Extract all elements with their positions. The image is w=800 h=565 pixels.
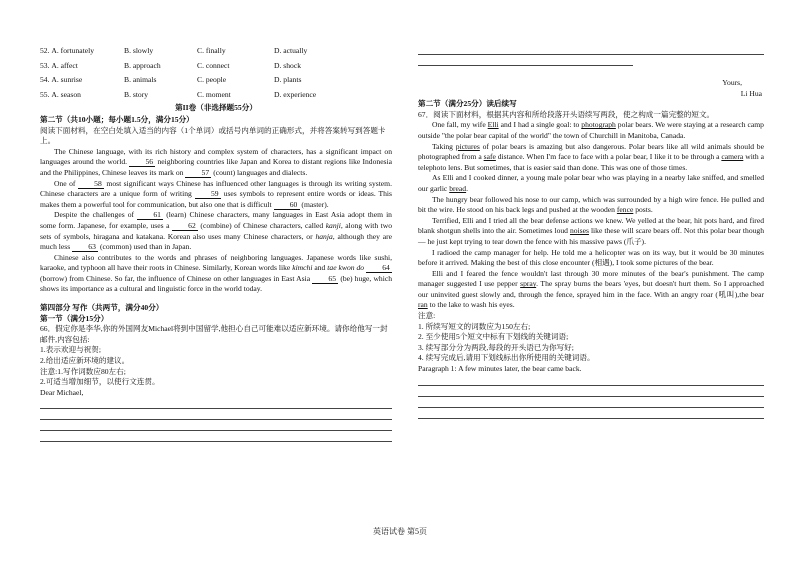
q66-note-2: 2.可适当增加细节，以使行文连贯。 [40, 377, 160, 387]
part4-heading: 第四部分 写作（共两节，满分40分） [40, 303, 164, 313]
q66-salutation: Dear Michael, [40, 387, 84, 397]
keyword: Elli [487, 120, 499, 130]
story-paragraph-7: Elli and I feared the fence wouldn't last through 30 more minutes of the bear's punishment. The camp manager suggested I use pepper spray. The spray burns the bears 'eyes, but doesn't hurt them. So I approached our uninvited guest slowly and, through the fence, sprayed him in the face. With an angry roar (吼叫),the bear ran to the lake to wash his eyes. [418, 268, 764, 310]
writing-line[interactable] [40, 431, 392, 442]
passage-paragraph-2: One of 58 most significant ways Chinese has influenced other languages is through its writing system. Chinese characters are a unique form of writing 59 uses symbols to represent entire words or ideas. This makes them a powerful tool for communication, but also one that is difficult 60 (master). [40, 178, 392, 209]
blank-64: 64 [366, 263, 392, 273]
option-b: B. animals [124, 75, 157, 85]
writing-line[interactable] [40, 398, 392, 409]
notes-title: 注意: [418, 311, 436, 321]
blank-60: 60 [274, 200, 300, 210]
signoff-name: Li Hua [740, 88, 762, 98]
passage-paragraph-3: Despite the challenges of 61 (learn) Chinese characters, many languages in East Asia adopt them in some form. Japanese, for example, uses a 62 (combine) of Chinese characters, called kanji, along with two sets of symbols, hiragana and katakana. Korean also uses many Chinese characters, or hanja, although they are much less 63 (common) used than in Japan. [40, 210, 393, 252]
question-number: 55. [40, 89, 50, 99]
writing-line[interactable] [418, 408, 764, 419]
option-b: B. story [124, 89, 149, 99]
writing-line[interactable] [418, 55, 633, 66]
option-row-53 [40, 59, 392, 74]
option-c: C. people [197, 75, 227, 85]
option-a: A. affect [51, 60, 78, 70]
story-paragraph-4: The hungry bear followed his nose to our camp, which was surrounded by a high wire fence. He pulled and bit the wire. He stood on his back legs and pushed at the wooden fence posts. [418, 194, 764, 215]
part2-title: 第II卷（非选择题55分） [175, 103, 257, 113]
writing-line[interactable] [418, 44, 764, 55]
option-a: A. fortunately [51, 46, 95, 55]
q67-intro: 67．阅读下面材料，根据其内容和所给段落开头语续写两段，使之构成一篇完整的短文。 [418, 109, 715, 119]
q66-note-1: 注意:1.写作词数应80左右; [40, 366, 126, 376]
option-d: D. actually [274, 46, 308, 55]
option-d: D. experience [274, 89, 317, 99]
page-footer: 英语试卷 第5页 [373, 527, 427, 536]
story-paragraph-3: As Elli and I cooked dinner, a young male polar bear who was playing in a nearby lake sniffed, and smelled our garlic bread. [418, 173, 764, 193]
blank-61: 61 [137, 210, 163, 220]
q66-intro: 66．假定你是李华,你的外国网友Michael将到中国留学,他担心自己可能难以适应新环境。请你给他写一封邮件,内容包括: [40, 324, 388, 344]
keyword: noises [569, 226, 589, 236]
option-b: B. slowly [124, 46, 154, 55]
keyword: camera [721, 152, 744, 162]
option-row-52 [40, 44, 392, 59]
question-number: 54. [40, 75, 50, 85]
option-c: C. connect [197, 60, 230, 70]
note-3: 3. 续写部分分为两段,每段的开头语已为你写好; [418, 342, 574, 352]
story-paragraph-2: Taking pictures of polar bears is amazing but also dangerous. Polar bears like all wild animals should be photographed from a safe distance. When I'm face to face with a polar bear, I like it to be through a camera with a telephoto lens. But sometimes, that is easier said than done. This was one of those times. [418, 141, 764, 172]
section1-instructions: 阅读下面材料，在空白处填入适当的内容（1个单词）或括号内单词的正确形式，并将答案转写到答题卡上。 [40, 125, 386, 146]
blank-65: 65 [312, 274, 338, 284]
blank-63: 63 [72, 242, 98, 252]
signoff-yours: Yours, [722, 78, 742, 87]
keyword: ran [418, 300, 428, 310]
story-paragraph-5: Terrified, Elli and I tried all the bear defense actions we knew. We yelled at the bear, hit pots hard, and fired blank shotgun shells into the air. Sometimes loud noises like these will scare bears off. Not this polar bear though — he just kept trying to tear down the fence with his massive paws (爪子). [418, 215, 765, 246]
story-paragraph-6: I radioed the camp manager for help. He told me a helicopter was on its way, but it would be 30 minutes before it arrived. Making the best of this close encounter (相遇), I took some pictures of the bear. [418, 247, 764, 268]
story-paragraph-1: One fall, my wife Elli and I had a single goal: to photograph polar bears. We were staying at a research camp outside "the polar bear capital of the world" the town of Churchill in Manitoba, Canada. [418, 120, 764, 140]
option-d: D. plants [274, 75, 302, 85]
note-1: 1. 所续写短文的词数应为150左右; [418, 321, 531, 331]
left-column [40, 44, 392, 442]
option-a: A. sunrise [51, 75, 83, 85]
q66-item-1: 1.表示欢迎与祝贺; [40, 345, 101, 355]
option-row-54 [40, 73, 392, 88]
writing-line[interactable] [418, 375, 764, 386]
option-c: C. moment [197, 89, 231, 99]
section1-heading: 第二节（共10小题；每小题1.5分，满分15分） [40, 114, 194, 124]
writing-section1-heading: 第一节（满分15分） [40, 313, 109, 323]
note-2: 2. 至少使用5个短文中标有下划线的关键词语; [418, 332, 569, 342]
keyword: pictures [455, 141, 480, 151]
keyword: fence [616, 205, 634, 215]
paragraph-1-opening: Paragraph 1: A few minutes later, the bear came back. [418, 364, 582, 374]
keyword: bread [449, 183, 467, 193]
right-column [418, 44, 764, 419]
option-b: B. approach [124, 60, 161, 70]
options-block [40, 44, 392, 102]
writing-line[interactable] [418, 397, 764, 408]
option-d: D. shock [274, 60, 301, 70]
keyword: safe [483, 152, 496, 162]
keyword: spray [520, 279, 537, 289]
passage-paragraph-1: The Chinese language, with its rich history and complex system of characters, has a significant impact on languages around the world. 56 neighboring countries like Japan and Korea to distant regions like Indonesia and the Philippines, Chinese leaves its mark on 57 (count) languages and dialects. [40, 146, 392, 177]
q66-item-2: 2.给出适应新环境的建议。 [40, 356, 130, 366]
option-a: A. season [51, 89, 81, 99]
writing-section2-heading: 第二节（满分25分）读后续写 [418, 99, 517, 109]
blank-59: 59 [195, 189, 221, 199]
writing-line[interactable] [418, 386, 764, 397]
option-c: C. finally [197, 46, 226, 55]
blank-57: 57 [185, 168, 211, 178]
keyword: photograph [581, 120, 616, 130]
writing-line[interactable] [40, 409, 392, 420]
passage-paragraph-4: Chinese also contributes to the words and phrases of neighboring languages. Japanese words like sushi, karaoke, and typhoon all have their roots in Chinese. Similarly, Korean words like kimchi and tae kwon do 64 (borrow) from Chinese. So far, the influence of Chinese on other languages in East Asia 65 (be) huge, which shows its importance as a cultural and linguistic force in the world today. [40, 252, 392, 294]
blank-62: 62 [172, 221, 198, 231]
question-number: 53. [40, 60, 50, 70]
writing-line[interactable] [40, 420, 392, 431]
note-4: 4. 续写完成后,请用下划线标出你所使用的关键词语。 [418, 353, 595, 363]
blank-58: 58 [78, 179, 104, 189]
blank-56: 56 [129, 157, 155, 167]
option-row-55 [40, 88, 392, 103]
question-number: 52. [40, 46, 50, 55]
